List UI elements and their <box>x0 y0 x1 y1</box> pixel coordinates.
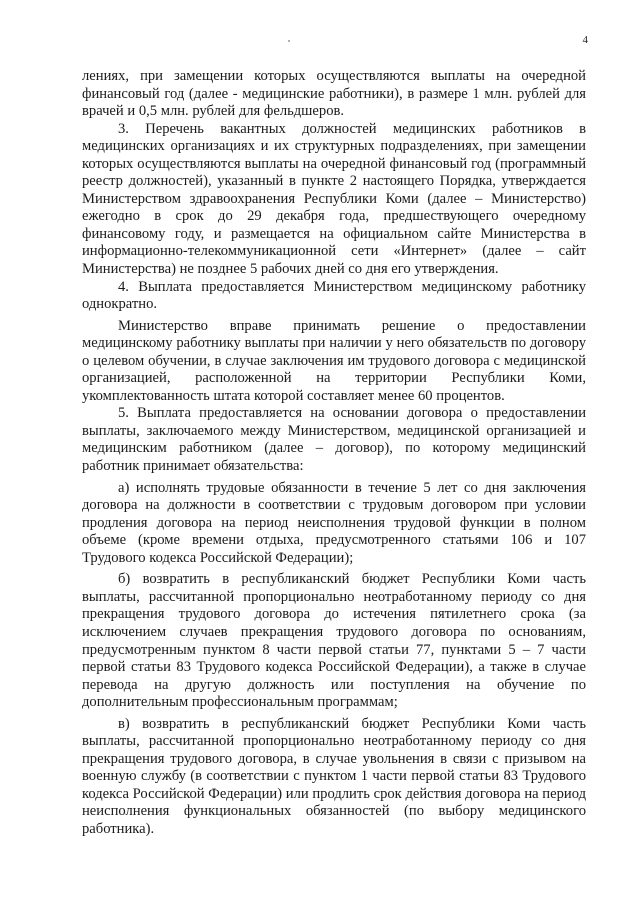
page-number: 4 <box>582 34 588 46</box>
paragraph-item-4: 4. Выплата предоставляется Министерством медицинскому работнику однократно. <box>82 278 586 313</box>
paragraph-ministry-decision: Министерство вправе принимать решение о предоставлении медицинскому работнику выплаты при наличии у него обязательств по договору о целевом обучении, в случае заключения им трудового договора с медицинской организацией, расположенной на территории Республики Коми, укомплектованность штата которой составляет менее 60 процентов. <box>82 317 586 404</box>
paragraph-continuation: лениях, при замещении которых осуществляются выплаты на очередной финансовый год (далее - медицинские работники), в размере 1 млн. рублей для врачей и 0,5 млн. рублей для фельдшеров. <box>82 68 586 120</box>
paragraph-obligation-b: б) возвратить в республиканский бюджет Республики Коми часть выплаты, рассчитанной пропорционально неотработанному периоду со дня прекращения трудового договора до истечения пятилетнего срока (за исключением случаев прекращения трудового договора по основаниям, предусмотренным пунктом 8 части первой статьи 77, пунктами 5 – 7 части первой статьи 83 Трудового кодекса Российской Федерации), а также в случае перевода на другую должность или поступления на обучение по дополнительным профессиональным программам; <box>82 571 586 711</box>
scan-artifact <box>288 40 290 42</box>
paragraph-obligation-a: а) исполнять трудовые обязанности в течение 5 лет со дня заключения договора на должности в соответствии с трудовым договором при условии продления договора на период неисполнения трудовой функции в полном объеме (кроме времени отдыха, предусмотренного статьями 106 и 107 Трудового кодекса Российской Федерации); <box>82 479 586 566</box>
paragraph-obligation-c: в) возвратить в республиканский бюджет Республики Коми часть выплаты, рассчитанной пропорционально неотработанному периоду со дня прекращения трудового договора, в случае увольнения в связи с призывом на военную службу (в соответствии с пунктом 1 части первой статьи 83 Трудового кодекса Российской Федерации) или продлить срок действия договора на период неисполнения функциональных обязанностей (по выбору медицинского работника). <box>82 715 586 837</box>
paragraph-item-5: 5. Выплата предоставляется на основании договора о предоставлении выплаты, заключаемого между Министерством, медицинской организацией и медицинским работником (далее – договор), по которому медицинский работник принимает обязательства: <box>82 405 586 475</box>
paragraph-item-3: 3. Перечень вакантных должностей медицинских работников в медицинских организациях и их структурных подразделениях, при замещении которых осуществляются выплаты на очередной финансовый год (программный реестр должностей), указанный в пункте 2 настоящего Порядка, утверждается Министерством здравоохранения Республики Коми (далее – Министерство) ежегодно в срок до 29 декабря года, предшествующего очередному финансовому году, и размещается на официальном сайте Министерства в информационно-телекоммуникационной сети «Интернет» (далее – сайт Министерства) не позднее 5 рабочих дней со дня его утверждения. <box>82 120 586 278</box>
document-body <box>82 68 586 839</box>
